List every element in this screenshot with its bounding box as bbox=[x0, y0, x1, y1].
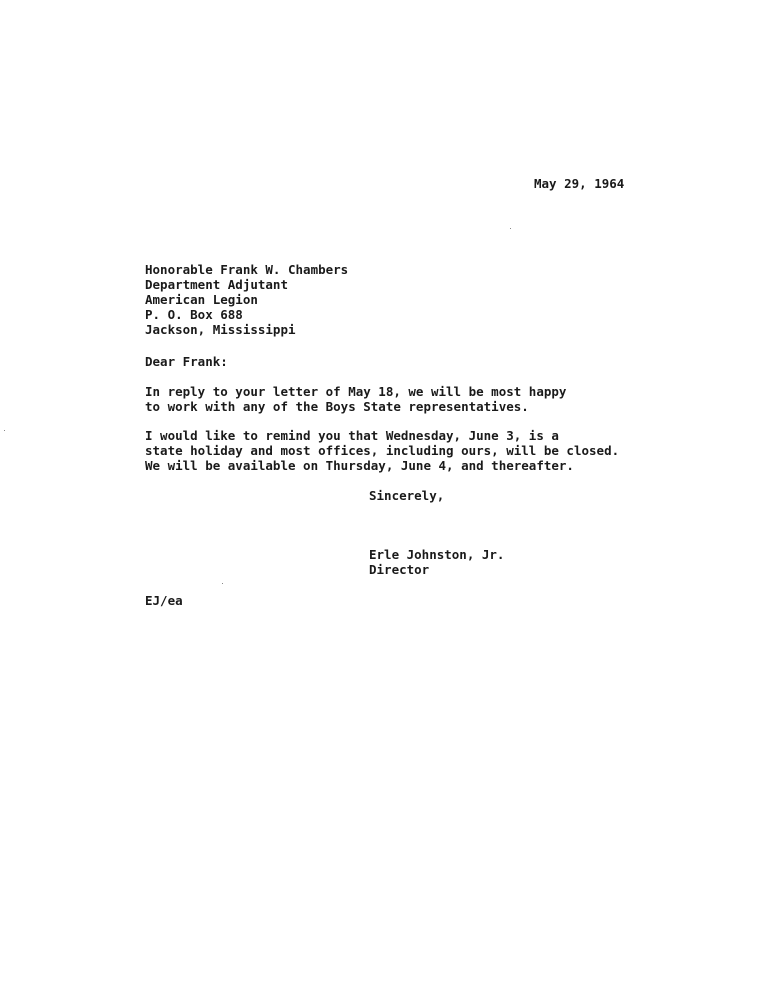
scan-speck bbox=[222, 583, 223, 584]
signer-title: Director bbox=[369, 562, 430, 577]
recipient-po-box: P. O. Box 688 bbox=[145, 307, 243, 322]
salutation: Dear Frank: bbox=[145, 354, 228, 369]
letter-date: May 29, 1964 bbox=[534, 176, 625, 191]
scan-speck bbox=[510, 228, 511, 229]
paragraph-line: In reply to your letter of May 18, we will be most happy bbox=[145, 384, 567, 399]
recipient-organization: American Legion bbox=[145, 292, 258, 307]
paragraph-line: to work with any of the Boys State representatives. bbox=[145, 399, 529, 414]
signer-name: Erle Johnston, Jr. bbox=[369, 547, 505, 562]
recipient-name: Honorable Frank W. Chambers bbox=[145, 262, 349, 277]
recipient-address bbox=[145, 262, 348, 337]
recipient-city: Jackson, Mississippi bbox=[145, 322, 296, 337]
closing: Sincerely, bbox=[369, 488, 445, 503]
body-paragraph-1 bbox=[145, 384, 566, 414]
signature-block bbox=[369, 547, 504, 577]
recipient-title: Department Adjutant bbox=[145, 277, 288, 292]
scan-speck bbox=[4, 430, 5, 431]
paragraph-line: state holiday and most offices, including ours, will be closed. bbox=[145, 443, 620, 458]
paragraph-line: I would like to remind you that Wednesday, June 3, is a bbox=[145, 428, 559, 443]
paragraph-line: We will be available on Thursday, June 4, and thereafter. bbox=[145, 458, 574, 473]
typist-initials: EJ/ea bbox=[145, 593, 183, 608]
body-paragraph-2 bbox=[145, 428, 619, 473]
